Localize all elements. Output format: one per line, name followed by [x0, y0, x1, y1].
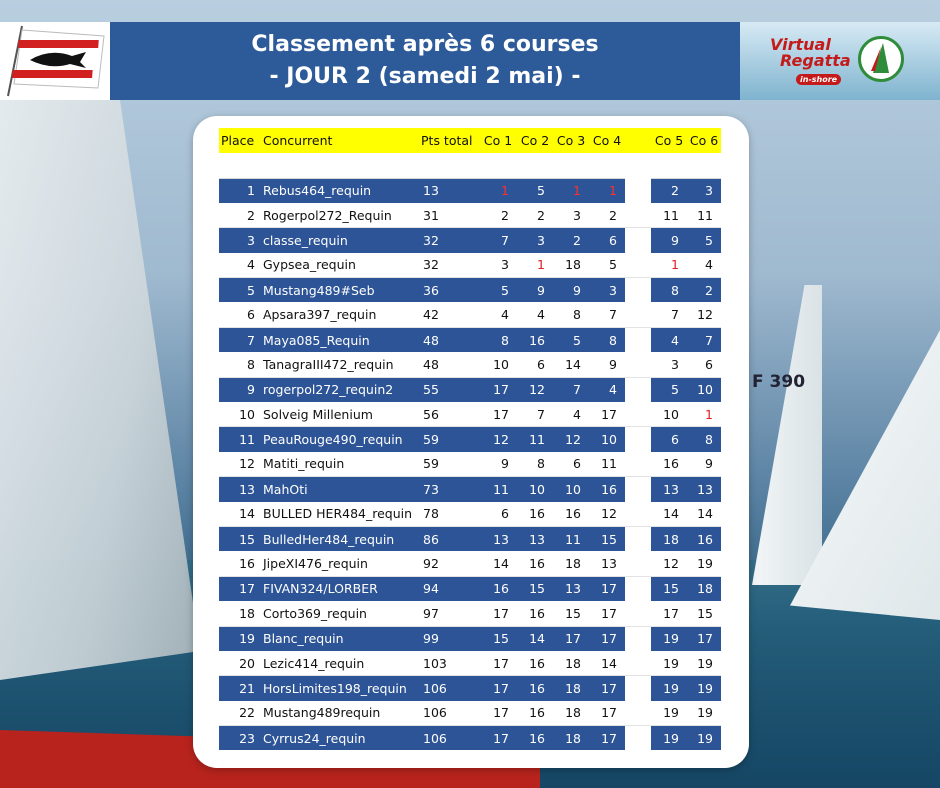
race-5-cell: 3 — [651, 352, 687, 377]
table-row — [219, 576, 721, 601]
gap-cell — [625, 651, 651, 676]
race-6-cell: 16 — [697, 531, 713, 547]
table-row — [219, 551, 721, 576]
race-1-cell: 5 — [501, 282, 509, 298]
vr-line-1: Virtual — [770, 35, 831, 54]
competitor-cell: Corto369_requin — [261, 601, 419, 626]
gap-cell — [625, 551, 651, 576]
place-cell: 23 — [239, 730, 255, 746]
race-6-cell: 13 — [697, 481, 713, 497]
race-4-cell: 9 — [589, 352, 625, 377]
total-points-cell: 31 — [419, 203, 479, 228]
race-1-cell: 17 — [479, 601, 517, 626]
table-header-row — [219, 128, 721, 153]
race-1-cell: 16 — [493, 581, 509, 597]
race-3-cell: 14 — [553, 352, 589, 377]
header-competitor: Concurrent — [263, 133, 333, 148]
gap-cell — [625, 427, 651, 452]
place-cell: 1 — [247, 183, 255, 199]
race-6-cell: 19 — [697, 681, 713, 696]
race-1-cell: 1 — [501, 183, 509, 199]
race-2-cell: 16 — [517, 651, 553, 676]
total-points-cell: 59 — [423, 432, 439, 448]
race-3-cell: 13 — [565, 581, 581, 597]
results-table — [219, 128, 721, 750]
left-sail-background — [0, 100, 200, 680]
competitor-cell: Apsara397_requin — [261, 302, 419, 327]
race-3-cell: 18 — [553, 551, 589, 576]
competitor-cell: BulledHer484_requin — [263, 531, 395, 547]
race-5-cell: 10 — [651, 402, 687, 427]
race-4-cell: 17 — [601, 681, 617, 696]
race-4-cell: 17 — [589, 701, 625, 726]
table-row — [219, 477, 721, 502]
race-4-cell: 13 — [589, 551, 625, 576]
competitor-cell: Cyrrus24_requin — [263, 730, 366, 746]
title-line-1: Classement après 6 courses — [251, 32, 599, 57]
table-row — [219, 352, 721, 377]
table-row — [219, 253, 721, 278]
race-2-cell: 5 — [537, 183, 545, 199]
header-race-4: Co 4 — [592, 133, 622, 148]
results-table-wrap — [219, 128, 721, 750]
race-3-cell: 4 — [553, 402, 589, 427]
race-5-cell: 8 — [671, 282, 679, 298]
race-2-cell: 15 — [529, 581, 545, 597]
total-points-cell: 36 — [423, 282, 439, 298]
race-1-cell: 15 — [493, 631, 509, 647]
competitor-cell: Mustang489requin — [261, 701, 419, 726]
gap-cell — [625, 676, 651, 701]
race-4-cell: 11 — [589, 452, 625, 477]
race-3-cell: 11 — [565, 531, 581, 547]
race-3-cell: 18 — [565, 730, 581, 746]
race-6-cell: 3 — [705, 183, 713, 199]
race-2-cell: 1 — [517, 253, 553, 278]
race-5-cell: 12 — [651, 551, 687, 576]
race-3-cell: 18 — [553, 701, 589, 726]
race-1-cell: 17 — [479, 651, 517, 676]
gap-cell — [625, 302, 651, 327]
place-cell: 6 — [219, 302, 261, 327]
table-row — [219, 278, 721, 303]
gap-cell — [625, 502, 651, 527]
race-2-cell: 12 — [529, 382, 545, 398]
race-6-cell: 18 — [697, 581, 713, 597]
table-row — [219, 228, 721, 253]
total-points-cell: 99 — [423, 631, 439, 647]
header-place: Place — [221, 133, 255, 148]
race-5-cell: 19 — [663, 681, 679, 696]
page-title — [110, 30, 740, 94]
right-sail-background — [752, 285, 822, 585]
race-6-cell: 5 — [705, 232, 713, 248]
race-2-cell: 16 — [517, 551, 553, 576]
race-5-cell: 1 — [651, 253, 687, 278]
total-points-cell: 86 — [423, 531, 439, 547]
race-1-cell: 17 — [493, 681, 509, 696]
race-4-cell: 10 — [601, 432, 617, 448]
competitor-cell: MahOti — [263, 481, 308, 497]
race-5-cell: 16 — [651, 452, 687, 477]
race-1-cell: 17 — [479, 701, 517, 726]
competitor-cell: FIVAN324/LORBER — [263, 581, 378, 597]
race-3-cell: 9 — [573, 282, 581, 298]
place-cell: 10 — [219, 402, 261, 427]
race-4-cell: 17 — [601, 631, 617, 647]
gap-cell — [625, 601, 651, 626]
place-cell: 18 — [219, 601, 261, 626]
race-5-cell: 2 — [671, 183, 679, 199]
total-points-cell: 73 — [423, 481, 439, 497]
race-4-cell: 17 — [601, 581, 617, 597]
competitor-cell: JipeXI476_requin — [261, 551, 419, 576]
race-3-cell: 16 — [553, 502, 589, 527]
place-cell: 21 — [239, 681, 255, 696]
place-cell: 12 — [219, 452, 261, 477]
table-row — [219, 178, 721, 203]
total-points-cell: 42 — [419, 302, 479, 327]
virtual-regatta-wordmark — [770, 37, 851, 85]
race-4-cell: 3 — [609, 282, 617, 298]
race-5-cell: 14 — [651, 502, 687, 527]
total-points-cell: 32 — [423, 232, 439, 248]
race-1-cell: 7 — [501, 232, 509, 248]
race-1-cell: 17 — [479, 402, 517, 427]
place-cell: 14 — [219, 502, 261, 527]
race-6-cell: 17 — [697, 631, 713, 647]
race-2-cell: 11 — [529, 432, 545, 448]
race-3-cell: 17 — [565, 631, 581, 647]
competitor-cell: Matiti_requin — [261, 452, 419, 477]
competitor-cell: Gypsea_requin — [261, 253, 419, 278]
total-points-cell: 103 — [419, 651, 479, 676]
header-race-2: Co 2 — [520, 133, 550, 148]
competitor-cell: Lezic414_requin — [261, 651, 419, 676]
place-cell: 5 — [247, 282, 255, 298]
place-cell: 13 — [239, 481, 255, 497]
race-1-cell: 9 — [479, 452, 517, 477]
place-cell: 16 — [219, 551, 261, 576]
race-6-cell: 6 — [687, 352, 721, 377]
race-4-cell: 1 — [609, 183, 617, 199]
race-2-cell: 16 — [529, 681, 545, 696]
club-flag-icon — [0, 22, 110, 100]
gap-cell — [625, 377, 651, 402]
race-1-cell: 17 — [493, 730, 509, 746]
header-spacer-row — [219, 153, 721, 178]
table-row — [219, 701, 721, 726]
race-1-cell: 14 — [479, 551, 517, 576]
race-3-cell: 15 — [553, 601, 589, 626]
place-cell: 22 — [219, 701, 261, 726]
place-cell: 8 — [219, 352, 261, 377]
race-1-cell: 10 — [479, 352, 517, 377]
table-row — [219, 203, 721, 228]
competitor-cell: HorsLimites198_requin — [263, 681, 407, 696]
race-6-cell: 1 — [687, 402, 721, 427]
race-1-cell: 3 — [479, 253, 517, 278]
race-2-cell: 9 — [537, 282, 545, 298]
race-4-cell: 17 — [589, 402, 625, 427]
total-points-cell: 78 — [419, 502, 479, 527]
place-cell: 11 — [239, 432, 255, 448]
race-6-cell: 11 — [687, 203, 721, 228]
race-5-cell: 19 — [663, 631, 679, 647]
race-6-cell: 19 — [687, 651, 721, 676]
competitor-cell: Blanc_requin — [263, 631, 344, 647]
race-3-cell: 12 — [565, 432, 581, 448]
table-row — [219, 502, 721, 527]
table-row — [219, 626, 721, 651]
race-2-cell: 7 — [517, 402, 553, 427]
race-5-cell: 4 — [671, 332, 679, 348]
race-1-cell: 8 — [501, 332, 509, 348]
race-5-cell: 19 — [651, 701, 687, 726]
race-6-cell: 19 — [697, 730, 713, 746]
race-3-cell: 7 — [573, 382, 581, 398]
place-cell: 20 — [219, 651, 261, 676]
total-points-cell: 97 — [419, 601, 479, 626]
race-5-cell: 11 — [651, 203, 687, 228]
race-4-cell: 7 — [589, 302, 625, 327]
competitor-cell: BULLED HER484_requin — [261, 502, 419, 527]
competitor-cell: TanagraIII472_requin — [261, 352, 419, 377]
race-6-cell: 10 — [697, 382, 713, 398]
race-6-cell: 7 — [705, 332, 713, 348]
gap-cell — [625, 203, 651, 228]
race-6-cell: 12 — [687, 302, 721, 327]
race-1-cell: 2 — [479, 203, 517, 228]
race-5-cell: 19 — [651, 651, 687, 676]
total-points-cell: 59 — [419, 452, 479, 477]
total-points-cell: 92 — [419, 551, 479, 576]
race-6-cell: 2 — [705, 282, 713, 298]
header-gap — [625, 128, 651, 153]
gap-cell — [625, 526, 651, 551]
race-1-cell: 6 — [479, 502, 517, 527]
table-row — [219, 726, 721, 751]
race-5-cell: 7 — [651, 302, 687, 327]
race-6-cell: 19 — [687, 551, 721, 576]
competitor-cell: classe_requin — [263, 232, 348, 248]
race-2-cell: 8 — [517, 452, 553, 477]
total-points-cell: 106 — [419, 701, 479, 726]
race-5-cell: 19 — [663, 730, 679, 746]
table-row — [219, 327, 721, 352]
race-1-cell: 11 — [493, 481, 509, 497]
race-4-cell: 14 — [589, 651, 625, 676]
race-2-cell: 13 — [529, 531, 545, 547]
race-6-cell: 9 — [687, 452, 721, 477]
gap-cell — [625, 228, 651, 253]
place-cell: 4 — [219, 253, 261, 278]
race-2-cell: 6 — [517, 352, 553, 377]
competitor-cell: Maya085_Requin — [263, 332, 370, 348]
race-6-cell: 19 — [687, 701, 721, 726]
vr-line-2: Regatta — [780, 51, 851, 70]
race-3-cell: 10 — [565, 481, 581, 497]
race-3-cell: 18 — [553, 651, 589, 676]
race-4-cell: 16 — [601, 481, 617, 497]
vr-sail-circle-icon — [858, 36, 904, 82]
gap-cell — [625, 253, 651, 278]
total-points-cell: 48 — [423, 332, 439, 348]
race-3-cell: 2 — [573, 232, 581, 248]
competitor-cell: Rebus464_requin — [263, 183, 372, 199]
gap-cell — [625, 278, 651, 303]
race-3-cell: 1 — [573, 183, 581, 199]
race-3-cell: 18 — [553, 253, 589, 278]
race-4-cell: 12 — [589, 502, 625, 527]
race-3-cell: 18 — [565, 681, 581, 696]
gap-cell — [625, 576, 651, 601]
competitor-cell: rogerpol272_requin2 — [263, 382, 394, 398]
total-points-cell: 32 — [419, 253, 479, 278]
race-2-cell: 16 — [529, 730, 545, 746]
place-cell: 7 — [247, 332, 255, 348]
race-5-cell: 18 — [663, 531, 679, 547]
title-line-2: - JOUR 2 (samedi 2 mai) - — [269, 64, 581, 89]
race-5-cell: 5 — [671, 382, 679, 398]
header-total-points: Pts total — [421, 133, 473, 148]
competitor-cell: PeauRouge490_requin — [263, 432, 403, 448]
gap-cell — [625, 701, 651, 726]
gap-cell — [625, 477, 651, 502]
total-points-cell: 48 — [419, 352, 479, 377]
race-1-cell: 17 — [493, 382, 509, 398]
race-2-cell: 16 — [517, 601, 553, 626]
race-4-cell: 4 — [609, 382, 617, 398]
race-4-cell: 8 — [609, 332, 617, 348]
total-points-cell: 106 — [423, 730, 447, 746]
table-row — [219, 302, 721, 327]
race-5-cell: 9 — [671, 232, 679, 248]
race-5-cell: 13 — [663, 481, 679, 497]
race-4-cell: 5 — [589, 253, 625, 278]
gap-cell — [625, 327, 651, 352]
race-2-cell: 14 — [529, 631, 545, 647]
race-6-cell: 8 — [705, 432, 713, 448]
race-1-cell: 12 — [493, 432, 509, 448]
table-row — [219, 377, 721, 402]
results-body — [219, 178, 721, 750]
place-cell: 9 — [247, 382, 255, 398]
competitor-cell: Mustang489#Seb — [263, 282, 375, 298]
race-2-cell: 3 — [537, 232, 545, 248]
race-6-cell: 15 — [687, 601, 721, 626]
table-row — [219, 402, 721, 427]
race-4-cell: 2 — [589, 203, 625, 228]
table-row — [219, 452, 721, 477]
race-4-cell: 15 — [601, 531, 617, 547]
race-3-cell: 8 — [553, 302, 589, 327]
race-1-cell: 4 — [479, 302, 517, 327]
gap-cell — [625, 626, 651, 651]
header-race-6: Co 6 — [689, 133, 719, 148]
race-2-cell: 10 — [529, 481, 545, 497]
race-5-cell: 17 — [651, 601, 687, 626]
place-cell: 19 — [239, 631, 255, 647]
race-2-cell: 2 — [517, 203, 553, 228]
table-row — [219, 427, 721, 452]
race-4-cell: 17 — [589, 601, 625, 626]
total-points-cell: 56 — [419, 402, 479, 427]
gap-cell — [625, 452, 651, 477]
gap-cell — [625, 726, 651, 751]
gap-cell — [625, 352, 651, 377]
race-5-cell: 6 — [671, 432, 679, 448]
race-6-cell: 14 — [687, 502, 721, 527]
race-3-cell: 6 — [553, 452, 589, 477]
place-cell: 17 — [239, 581, 255, 597]
competitor-cell: Rogerpol272_Requin — [261, 203, 419, 228]
table-row — [219, 651, 721, 676]
club-flag-logo — [0, 22, 110, 100]
total-points-cell: 94 — [423, 581, 439, 597]
sail-number-text: F 390 — [752, 372, 806, 392]
place-cell: 15 — [239, 531, 255, 547]
race-1-cell: 13 — [493, 531, 509, 547]
competitor-cell: Solveig Millenium — [261, 402, 419, 427]
table-row — [219, 526, 721, 551]
gap-cell — [625, 178, 651, 203]
race-2-cell: 4 — [517, 302, 553, 327]
total-points-cell: 106 — [423, 681, 447, 696]
header-race-3: Co 3 — [556, 133, 586, 148]
total-points-cell: 13 — [423, 183, 439, 199]
total-points-cell: 55 — [423, 382, 439, 398]
header-race-1: Co 1 — [483, 133, 513, 148]
race-5-cell: 15 — [663, 581, 679, 597]
gap-cell — [625, 402, 651, 427]
header-race-5: Co 5 — [654, 133, 684, 148]
place-cell: 3 — [247, 232, 255, 248]
race-6-cell: 4 — [687, 253, 721, 278]
race-2-cell: 16 — [529, 332, 545, 348]
race-4-cell: 17 — [601, 730, 617, 746]
race-4-cell: 6 — [609, 232, 617, 248]
place-cell: 2 — [219, 203, 261, 228]
table-row — [219, 601, 721, 626]
table-row — [219, 676, 721, 701]
race-3-cell: 5 — [573, 332, 581, 348]
race-2-cell: 16 — [517, 701, 553, 726]
race-3-cell: 3 — [553, 203, 589, 228]
race-2-cell: 16 — [517, 502, 553, 527]
vr-sub-badge: in-shore — [796, 74, 841, 85]
